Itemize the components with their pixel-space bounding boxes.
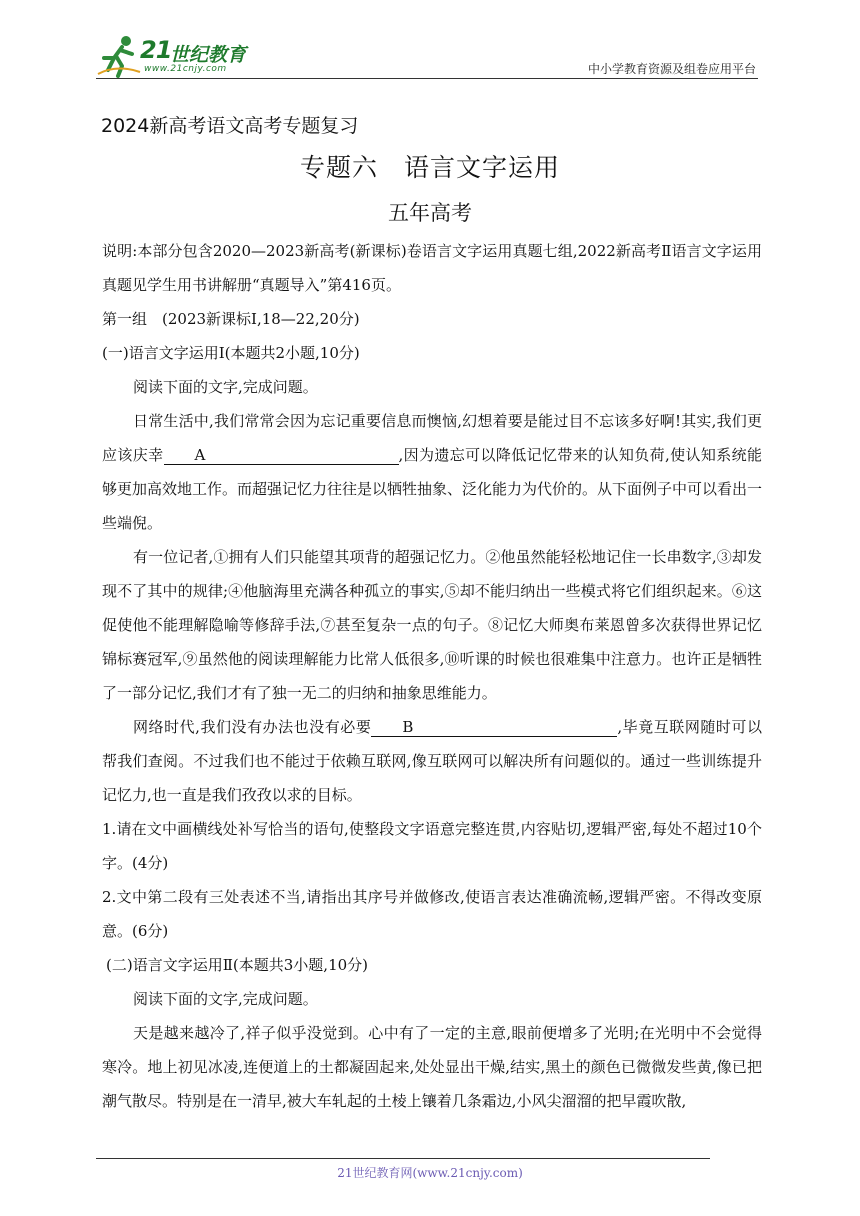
group-heading: 第一组 (2023新课标Ⅰ,18—22,20分) [102,310,360,328]
question-1: 1.请在文中画横线处补写恰当的语句,使整段文字语意完整连贯,内容贴切,逻辑严密,每处不超过10个字。(4分) [102,820,762,872]
platform-label: 中小学教育资源及组卷应用平台 [587,62,756,76]
passage-paragraph-2: 有一位记者,①拥有人们只能望其项背的超强记忆力。②他虽然能轻松地记住一长串数字,③却发现不了其中的规律;④他脑海里充满各种孤立的事实,⑤却不能归纳出一些模式将它们组织起来。⑥这促使他不能理解隐喻等修辞手法,⑦甚至复杂一点的句子。⑧记忆大师奥布莱恩曾多次获得世界记忆锦标赛冠军,⑨虽然他的阅读理解能力比常人低很多,⑩听课的时候也很难集中注意力。也许正是牺牲了一部分记忆,我们才有了独一无二的归纳和抽象思维能力。 [102,548,762,702]
question-2: 2.文中第二段有三处表述不当,请指出其序号并做修改,使语言表达准确流畅,逻辑严密。不得改变原意。(6分) [102,888,762,940]
footer-divider [96,1158,710,1159]
passage-paragraph-3 [102,710,762,812]
part-heading-1: (一)语言文字运用Ⅰ(本题共2小题,10分) [102,344,360,362]
paragraph-text: ,毕竟互联网随时可以帮我们查阅。不过我们也不能过于依赖互联网,像互联网可以解决所有问题似的。通过一些训练提升记忆力,也一直是我们孜孜以求的目标。 [102,718,762,804]
logo-text: 世纪教育 [170,44,247,66]
document-body [102,234,762,1118]
page-header [96,32,756,82]
runner-icon [96,34,142,78]
section-title: 五年高考 [388,201,472,225]
note-paragraph: 说明:本部分包含2020—2023新高考(新课标)卷语言文字运用真题七组,2022新高考Ⅱ语言文字运用真题见学生用书讲解册“真题导入”第416页。 [102,242,762,294]
logo-url: www.21cnjy.com [144,64,227,74]
paragraph-text: 网络时代,我们没有办法也没有必要 [133,718,372,736]
passage-paragraph-1 [102,404,762,540]
logo-number: 21 [140,36,172,64]
paragraph-text: ,因为遗忘可以降低记忆带来的认知负荷,使认知系统能够更加高效地工作。而超强记忆力往往是以牺牲抽象、泛化能力为代价的。从下面例子中可以看出一些端倪。 [102,446,763,532]
blank-b: B [371,718,617,737]
paragraph-text: 日常生活中,我们常常会因为忘记重要信息而懊恼,幻想着要是能过目不忘该多好啊!其实,我们更应该庆幸 [102,412,762,464]
reading-instruction-2: 阅读下面的文字,完成问题。 [133,990,318,1008]
part-heading-2: (二)语言文字运用Ⅱ(本题共3小题,10分) [106,956,369,974]
reading-instruction-1: 阅读下面的文字,完成问题。 [133,378,318,396]
site-logo[interactable] [96,32,266,82]
topic-title: 专题六 语言文字运用 [299,153,560,182]
blank-a: A [164,446,399,465]
header-divider [96,78,758,79]
document-title: 2024新高考语文高考专题复习 [101,115,359,137]
footer-link[interactable]: 21世纪教育网(www.21cnjy.com) [337,1166,523,1180]
passage-paragraph-4: 天是越来越冷了,祥子似乎没觉到。心中有了一定的主意,眼前便增多了光明;在光明中不会觉得寒冷。地上初见冰凌,连便道上的土都凝固起来,处处显出干燥,结实,黑土的颜色已微微发些黄,像已把潮气散尽。特别是在一清早,被大车轧起的土棱上镶着几条霜边,小风尖溜溜的把早霞吹散, [102,1024,762,1110]
